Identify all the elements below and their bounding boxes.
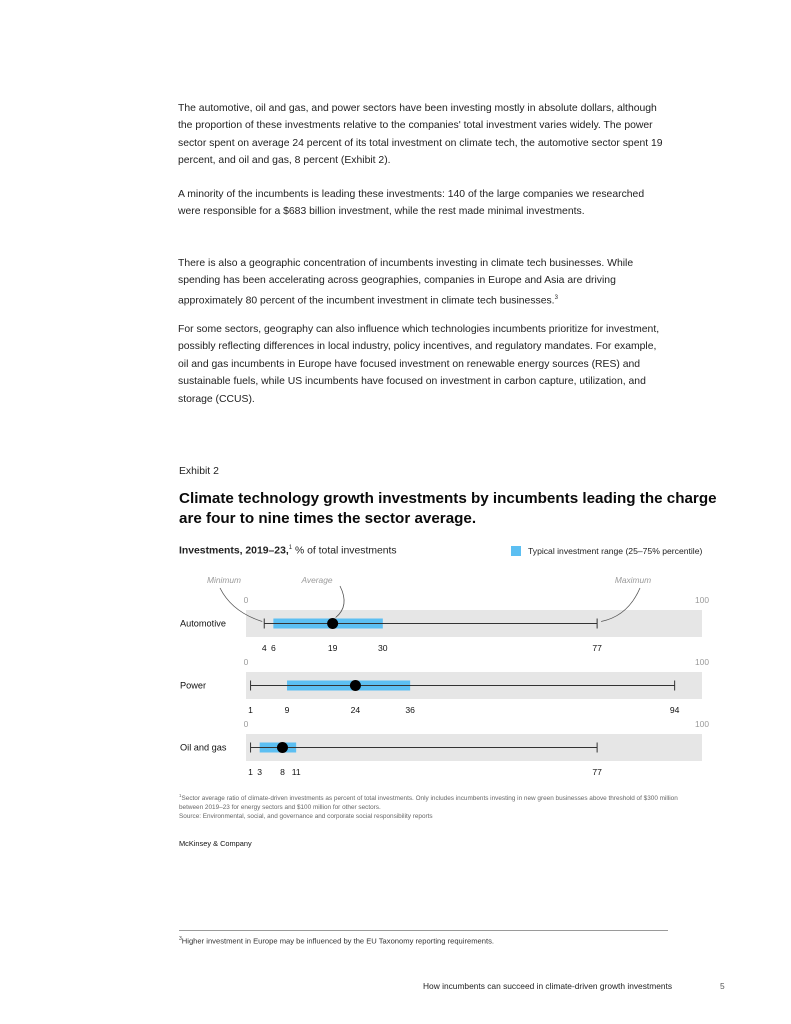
value-label-power: 36 [405, 705, 415, 715]
annotation-average: Average [301, 575, 333, 585]
chart-subtitle-rest: % of total investments [292, 545, 397, 557]
value-label-oil-and-gas: 77 [592, 767, 602, 777]
endnote-text: Higher investment in Europe may be influenced by the EU Taxonomy reporting requirements. [181, 936, 494, 946]
axis-min-label-automotive: 0 [243, 595, 249, 605]
endnote [179, 936, 494, 946]
page-number: 5 [720, 981, 725, 991]
average-dot-automotive [327, 618, 338, 629]
exhibit-label: Exhibit 2 [179, 466, 219, 477]
axis-min-label-power: 0 [243, 657, 249, 667]
average-dot-oil-and-gas [277, 742, 288, 753]
value-label-oil-and-gas: 1 [248, 767, 253, 777]
value-label-automotive: 6 [270, 643, 276, 653]
running-title: How incumbents can succeed in climate-driven growth investments [423, 981, 673, 991]
paragraph-4: For some sectors, geography can also influence which technologies incumbents prioritize for investment, possibly reflecting differences in local industry, policy incentives, and regulatory mandates. For example, oil and gas incumbents in Europe have focused investment on renewable energy sources (RES) and sustainable fuels, while US incumbents have focused on investment in carbon capture, utilization, and storage (CCUS). [178, 324, 660, 405]
annotation-maximum: Maximum [614, 575, 652, 585]
chart-footnotes [179, 792, 699, 822]
axis-min-label-oil-and-gas: 0 [243, 719, 249, 729]
value-label-oil-and-gas: 3 [257, 767, 263, 777]
endnote-ref: 3 [554, 294, 558, 301]
footnote-1 [179, 792, 699, 813]
row-label-automotive: Automotive [180, 618, 226, 629]
axis-max-label-automotive: 100 [695, 595, 709, 605]
annotation-minimum: Minimum [207, 575, 241, 585]
value-label-power: 24 [350, 705, 361, 715]
value-label-automotive: 77 [592, 643, 602, 653]
footnote-1-text: Sector average ratio of climate-driven investments as percent of total investments. Only includes incumbents investing in new green businesses above threshold of $300 million between 2019–23 for energy sectors and $100 million for other sectors. [179, 795, 678, 811]
paragraph-1: The automotive, oil and gas, and power sectors have been investing mostly in absolute dollars, although the proportion of these investments relative to the companies' total investment varies widely. The power sector spent on average 24 percent of its total investment on climate tech, the automotive sector spent 19 percent, and oil and gas, 8 percent (Exhibit 2). [178, 103, 663, 167]
value-label-automotive: 30 [378, 643, 388, 653]
row-label-power: Power [180, 680, 207, 691]
legend-label: Typical investment range (25–75% percentile) [528, 546, 703, 556]
chart-subtitle-note: 1 [288, 545, 293, 551]
value-label-oil-and-gas: 11 [291, 767, 301, 777]
value-label-automotive: 4 [261, 643, 267, 653]
source-note: Source: Environmental, social, and governance and corporate social responsibility reports [179, 812, 433, 820]
endnote-marker: 3 [179, 936, 182, 942]
brand-logo-text: McKinsey & Company [179, 839, 252, 848]
average-dot-power [350, 680, 361, 691]
value-label-power: 94 [669, 705, 680, 715]
axis-max-label-power: 100 [695, 657, 709, 667]
footnote-rule [179, 930, 668, 931]
value-label-power: 1 [248, 705, 253, 715]
exhibit-title: Climate technology growth investments by incumbents leading the charge are four to nine times the sector average. [179, 490, 717, 527]
paragraph-3-text: There is also a geographic concentration of incumbents investing in climate tech businesses. While spending has been accelerating across geographies, companies in Europe and Asia are driving approximately 80 percent of the incumbent investment in climate tech businesses. [178, 258, 634, 307]
value-label-automotive: 19 [327, 643, 338, 653]
chart-subtitle-bold: Investments, 2019–23, [179, 545, 289, 557]
paragraph-2: A minority of the incumbents is leading these investments: 140 of the large companies we researched were responsible for a $683 billion investment, while the rest made minimal investments. [178, 189, 645, 218]
footnote-1-marker: 1 [179, 793, 182, 798]
value-label-power: 9 [284, 705, 290, 715]
value-label-oil-and-gas: 8 [280, 767, 285, 777]
row-label-oil-and-gas: Oil and gas [180, 742, 227, 753]
axis-max-label-oil-and-gas: 100 [695, 719, 709, 729]
